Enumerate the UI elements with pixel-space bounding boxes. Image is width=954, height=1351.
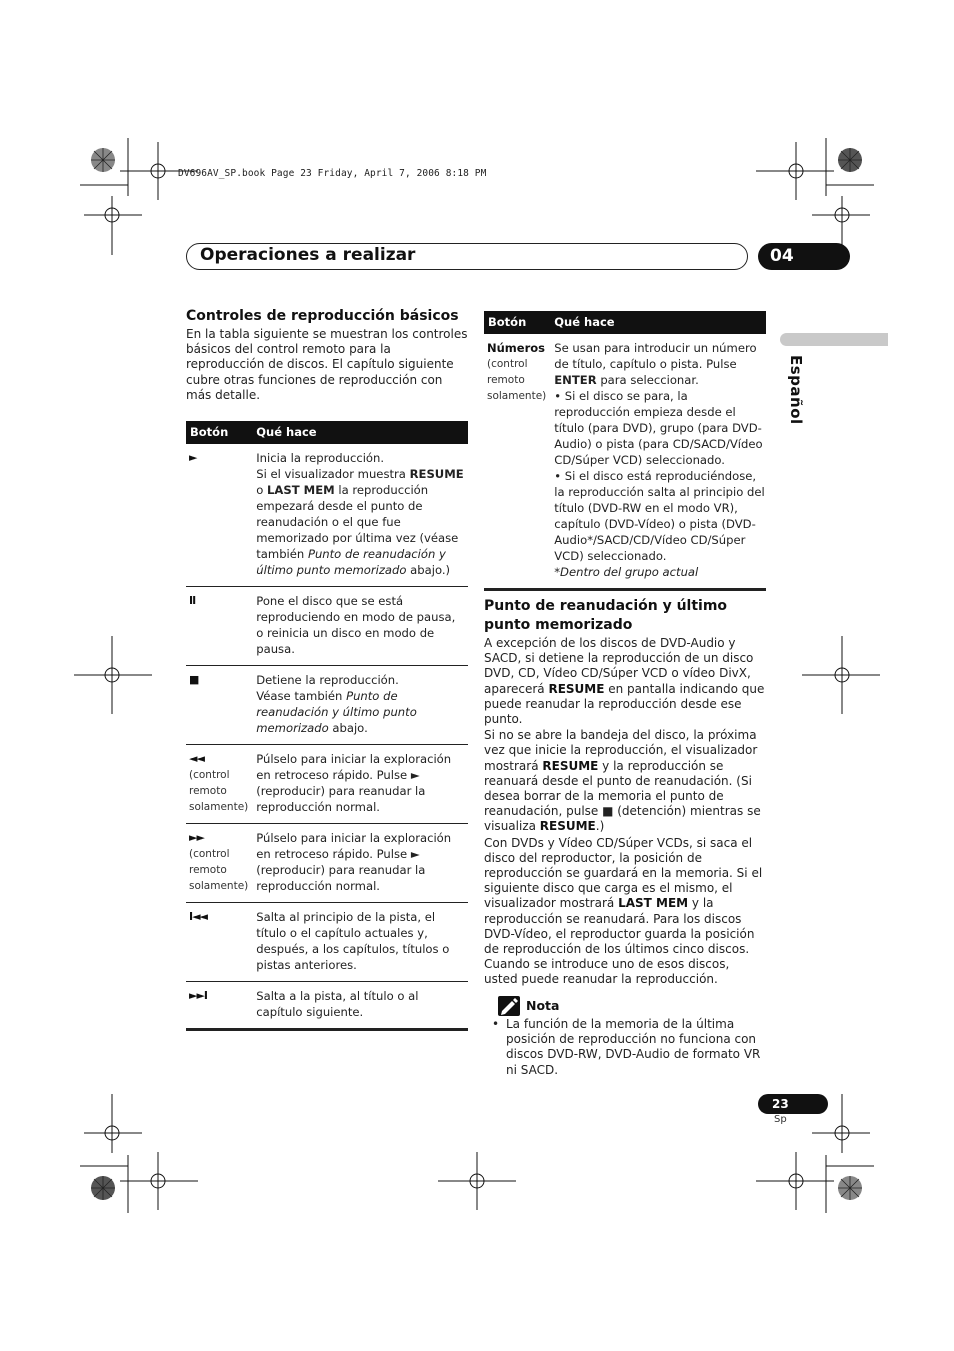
table-header-button: Botón: [484, 311, 550, 334]
button-cell: [186, 666, 252, 745]
chapter-title: Operaciones a realizar: [200, 245, 416, 265]
intro-paragraph: [186, 327, 468, 403]
table-row: [186, 982, 468, 1030]
body-paragraph: [484, 636, 766, 727]
text-run: Se usan para introducir un número de título, capítulo o pista. Pulse: [554, 341, 757, 371]
text-run: y la reproducción se reanuará desde el punto de reanudación. (Si desea borrar de la memoria el punto de reanudación, pulse ■ (detención) mientras se visualiza: [484, 758, 761, 834]
fast-forward-icon: ►►: [189, 831, 204, 845]
section-heading-resume: [484, 597, 766, 635]
table-row: [186, 824, 468, 903]
text-run: A excepción de los discos de DVD-Audio y SACD, si detiene la reproducción de un disco DVD, CD, Vídeo CD/Súper VCD o vídeo DivX, aparecerá: [484, 636, 754, 696]
button-cell: [484, 334, 550, 590]
number-buttons-table: [484, 311, 766, 591]
section-heading-line: punto memorizado: [484, 617, 633, 633]
text-run: para seleccionar.: [596, 373, 699, 387]
function-cell: [252, 824, 468, 903]
text-run: Pone el disco que se está reproduciendo en modo de pausa, o reinicia un disco en modo de pausa.: [256, 594, 456, 657]
table-header-function: Qué hace: [550, 311, 766, 334]
text-run: abajo.): [406, 563, 451, 578]
body-paragraph: [484, 728, 766, 834]
text-run: Salta al principio de la pista, el título o el capítulo actuales y, después, a los capítulos, títulos o pistas anteriores.: [256, 910, 450, 973]
table-header-button: Botón: [186, 421, 252, 444]
text-run: Si no se abre la bandeja del disco, la próxima vez que inicie la reproducción, el visualizador mostrará: [484, 728, 758, 773]
note-pencil-icon: [498, 996, 520, 1016]
intro-line: más detalle.: [186, 387, 261, 402]
text-run: Púlselo para iniciar la exploración en retroceso rápido. Pulse ► (reproducir) para reanudar la reproducción normal.: [256, 752, 452, 815]
bold-term: ENTER: [554, 373, 597, 387]
text-run: y la reproducción se reanudará. Para los discos DVD-Vídeo, el reproductor guarda la posición de reproducción de los últimos cinco discos. Cuando se introduce uno de esos discos, usted puede reanudar la reproducción.: [484, 896, 755, 987]
text-run: o: [256, 483, 268, 498]
text-run: Si el visualizador muestra: [256, 467, 410, 482]
bold-term: RESUME: [409, 467, 464, 482]
left-column: [186, 307, 468, 1031]
function-cell: [550, 334, 766, 590]
bold-term: LAST MEM: [618, 896, 689, 911]
italic-reference: Punto de reanudación y último punto memorizado: [256, 689, 417, 736]
text-run: Con DVDs y Vídeo CD/Súper VCDs, si saca el disco del reproductor, la posición de reproducción se guardará en la memoria. Si el siguiente disco que carga es el mismo, el visualizador mostrará: [484, 835, 763, 911]
italic-reference: Punto de reanudación y último punto memorizado: [256, 547, 446, 578]
table-row: [186, 587, 468, 666]
note-title: Nota: [526, 998, 560, 1013]
language-tab-label: Español: [787, 355, 805, 425]
button-cell: [186, 824, 252, 903]
text-run: la reproducción empezará desde el punto de reanudación o el que fue memorizado por última vez (véase también: [256, 483, 459, 562]
button-note: (control remoto solamente): [189, 848, 249, 893]
note-list: [492, 1017, 762, 1078]
text-run: Véase también: [256, 689, 347, 704]
section-heading-basic-controls: Controles de reproducción básicos: [186, 308, 459, 324]
button-cell: [186, 444, 252, 587]
chapter-number: 04: [758, 243, 850, 270]
text-run: Salta a la pista, al título o al capítulo siguiente.: [256, 989, 419, 1020]
button-cell: [186, 587, 252, 666]
button-cell: [186, 982, 252, 1030]
table-row: [186, 745, 468, 824]
text-run: abajo.: [328, 721, 368, 736]
text-run: en pantalla indicando que puede reanudar la reproducción desde ese punto.: [484, 681, 765, 727]
table-row: [484, 334, 766, 590]
button-note: (control remoto solamente): [189, 769, 249, 814]
button-cell: [186, 745, 252, 824]
numbers-button-label: Números: [487, 341, 546, 355]
function-cell: [252, 587, 468, 666]
language-tab-bar: [780, 333, 888, 346]
text-run: • Si el disco está reproduciéndose, la reproducción salta al principio del título (DVD-RW en el modo VR), capítulo (DVD-Vídeo) o pista (DVD-Audio*/SACD/CD/Vídeo CD/Súper VCD) seleccionado.: [554, 469, 765, 563]
resume-paragraphs: [484, 636, 766, 988]
text-run: Inicia la reproducción.: [256, 451, 385, 466]
page-number: 23: [758, 1094, 828, 1114]
function-cell: [252, 444, 468, 587]
table-row: [186, 903, 468, 982]
button-note: (control remoto solamente): [487, 358, 547, 402]
bullet: •: [492, 1017, 500, 1031]
note-item-text: La función de la memoria de la última posición de reproducción no funciona con discos DVD-RW, DVD-Audio de formato VR ni SACD.: [506, 1017, 761, 1077]
stop-icon: ■: [189, 673, 199, 687]
button-cell: [186, 903, 252, 982]
body-paragraph: [484, 836, 766, 988]
function-cell: [252, 903, 468, 982]
table-header-function: Qué hace: [252, 421, 468, 444]
bold-term: RESUME: [548, 681, 605, 696]
function-cell: [252, 666, 468, 745]
basic-controls-table: [186, 421, 468, 1031]
intro-line: reproducción de discos. El capítulo siguiente: [186, 357, 454, 372]
pause-icon: II: [189, 594, 196, 608]
intro-line: básicos del control remoto para la: [186, 342, 391, 357]
function-cell: [252, 982, 468, 1030]
note-item: [492, 1017, 762, 1078]
page-language-code: Sp: [774, 1114, 787, 1125]
bold-term: RESUME: [539, 819, 596, 834]
table-row: [186, 666, 468, 745]
text-run: .): [595, 819, 605, 834]
right-column: [484, 311, 766, 989]
bold-term: RESUME: [542, 758, 599, 773]
italic-reference: *Dentro del grupo actual: [554, 565, 699, 579]
text-run: Detiene la reproducción.: [256, 673, 399, 688]
play-icon: ►: [189, 451, 197, 465]
skip-previous-icon: I◄◄: [189, 910, 208, 924]
print-file-info: DV696AV_SP.book Page 23 Friday, April 7, 2006 8:18 PM: [178, 168, 487, 179]
section-heading-line: Punto de reanudación y último: [484, 598, 728, 614]
skip-next-icon: ►►I: [189, 989, 208, 1003]
intro-line: cubre otras funciones de reproducción con: [186, 372, 443, 387]
table-row: [186, 444, 468, 587]
intro-line: En la tabla siguiente se muestran los controles: [186, 327, 468, 341]
bold-term: LAST MEM: [267, 483, 335, 498]
function-cell: [252, 745, 468, 824]
rewind-icon: ◄◄: [189, 752, 204, 766]
text-run: • Si el disco se para, la reproducción empieza desde el título (para DVD), grupo (para DVD-Audio) o pista (para CD/SACD/Vídeo CD/Súper VCD) seleccionado.: [554, 389, 763, 467]
text-run: Púlselo para iniciar la exploración en retroceso rápido. Pulse ► (reproducir) para reanudar la reproducción normal.: [256, 831, 452, 894]
